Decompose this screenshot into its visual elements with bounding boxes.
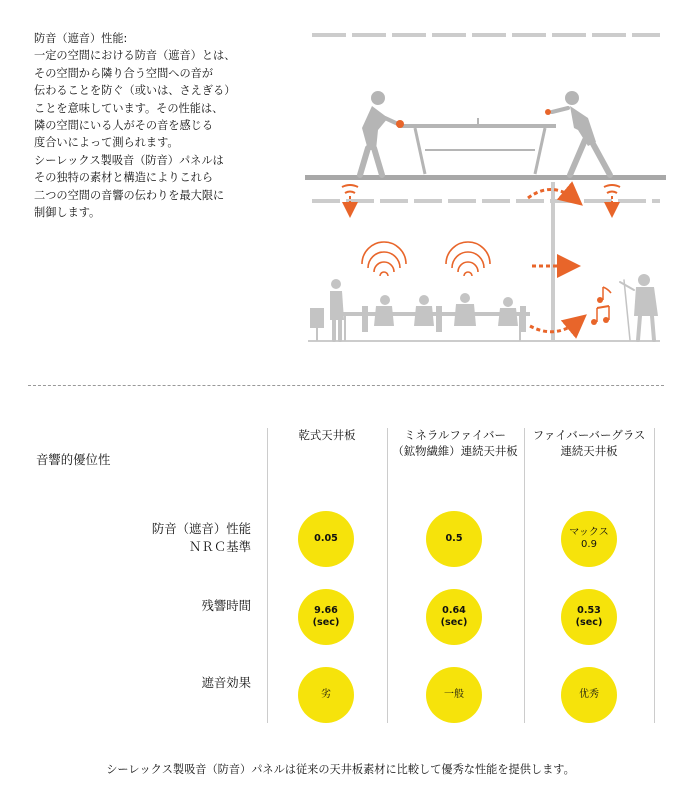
column-divider [267, 428, 268, 723]
downward-sound-arrows [342, 185, 620, 212]
row-label-sound-insulation: 遮音効果 [201, 675, 251, 690]
row-label-reverberation: 残響時間 [201, 598, 251, 613]
player-left-figure [360, 91, 404, 175]
intro-line: 二つの空間の音響の伝わりを最大限に [34, 188, 225, 202]
meeting-people-figure [310, 279, 530, 340]
intro-line: 制御します。 [34, 206, 101, 220]
column-header-mineral-fiber: ミネラルファイバー （鉱物繊維）連続天井板 [392, 428, 518, 458]
music-note-icon [591, 287, 611, 325]
value-dot: 0.53 (sec) [561, 589, 617, 645]
column-header-dry-ceiling: 乾式天井板 [298, 428, 356, 442]
intro-line: 一定の空間における防音（遮音）とは、 [34, 49, 236, 63]
footer-caption: シーレックス製吸音（防音）パネルは従来の天井板素材に比較して優秀な性能を提供します。 [106, 763, 575, 776]
intro-line: その空間から隣り合う空間への音が [34, 66, 214, 80]
sound-wave-icon [446, 242, 490, 276]
value-dot: 0.5 [426, 511, 482, 567]
value-dot: 0.64 (sec) [426, 589, 482, 645]
column-divider [387, 428, 388, 723]
value-dot: 优秀 [561, 667, 617, 723]
intro-line: シーレックス製吸音（防音）パネルは [34, 153, 224, 167]
ping-pong-table [398, 118, 556, 174]
singer-figure [620, 274, 658, 340]
section-divider [28, 385, 664, 386]
value-dot: マックス 0.9 [561, 511, 617, 567]
column-divider [654, 428, 655, 723]
intro-line: 伝わることを防ぐ（或いは、さえぎる） [34, 84, 236, 98]
sound-transmission-illustration [0, 0, 681, 385]
column-divider [524, 428, 525, 723]
value-dot: 一般 [426, 667, 482, 723]
intro-line: 度合いによって測られます。 [34, 136, 179, 150]
intro-title: 防音（遮音）性能: [34, 32, 128, 45]
row-label-nrc: 防音（遮音）性能 ＮＲＣ基準 [151, 521, 251, 554]
sound-wave-icon [362, 242, 406, 276]
value-dot: 9.66 (sec) [298, 589, 354, 645]
value-dot: 0.05 [298, 511, 354, 567]
player-right-figure [545, 91, 610, 175]
intro-line: その独特の素材と構造によりこれら [34, 171, 214, 185]
column-header-fiberglass: ファイバーバーグラス 連続天井板 [532, 428, 646, 458]
intro-line: ことを意味しています。その性能は、 [34, 101, 224, 115]
value-dot: 劣 [298, 667, 354, 723]
partition-wall [551, 182, 555, 340]
acoustic-advantage-title: 音響的優位性 [36, 452, 111, 467]
intro-line: 隣の空間にいる人がその音を感じる [34, 119, 214, 133]
